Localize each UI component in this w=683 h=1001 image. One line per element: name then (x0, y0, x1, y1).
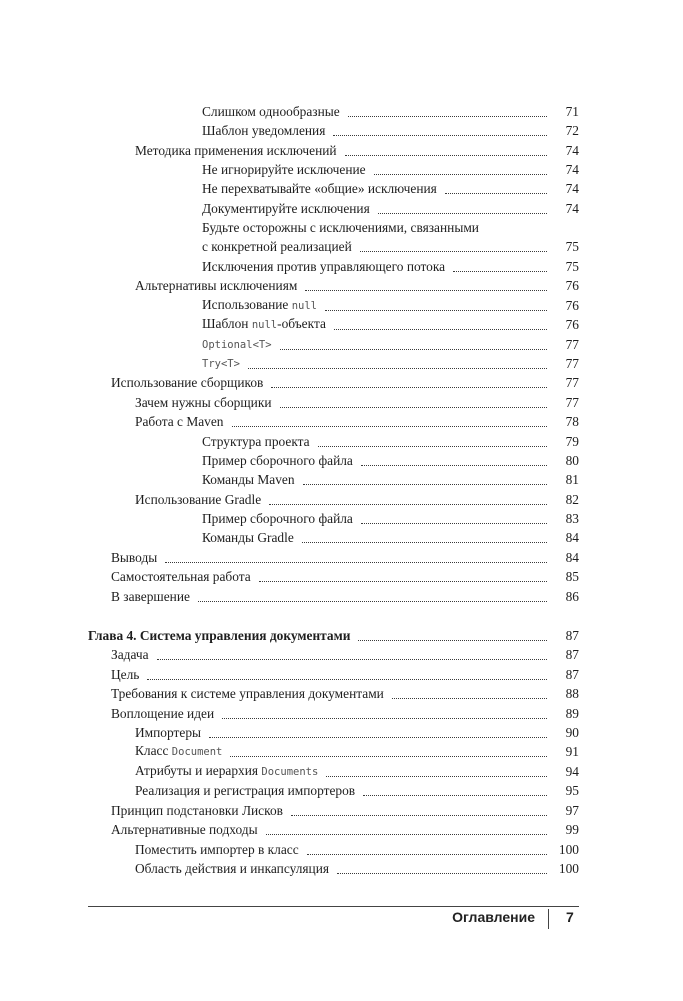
dot-leader (165, 561, 547, 563)
toc-entry-title (202, 355, 240, 372)
toc-entry-page: 75 (565, 259, 579, 274)
toc-entry-page: 97 (565, 803, 579, 818)
toc-entry-page: 81 (565, 472, 579, 487)
toc-entry (202, 431, 579, 450)
toc-entry (202, 334, 579, 353)
toc-entry-page: 78 (565, 414, 579, 429)
toc-entry-page: 90 (565, 725, 579, 740)
footer-section-title: Оглавление (452, 909, 535, 925)
dot-leader (291, 814, 547, 816)
toc-entry-page: 89 (565, 706, 579, 721)
toc-entry (111, 800, 579, 819)
toc-entry (135, 761, 579, 780)
toc-entry-title: Пример сборочного файла (202, 511, 353, 526)
toc-entry-page: 75 (565, 239, 579, 254)
dot-leader (361, 522, 547, 524)
toc-entry (202, 159, 579, 178)
toc-entry (135, 858, 579, 877)
dot-leader (374, 173, 547, 175)
dot-leader (326, 775, 547, 777)
toc-entry-title: Будьте осторожны с исключениями, связанными (202, 220, 479, 235)
footer-separator (548, 909, 549, 929)
title-text: Класс (135, 743, 172, 758)
toc-entry (111, 547, 579, 566)
toc-entry (111, 566, 579, 585)
toc-entry-page: 85 (565, 569, 579, 584)
toc-entry-title: Команды Maven (202, 472, 295, 487)
toc-entry-page: 74 (565, 143, 579, 158)
toc-entry-title: Пример сборочного файла (202, 453, 353, 468)
toc-entry (135, 839, 579, 858)
toc-entry-title: Не игнорируйте исключение (202, 162, 366, 177)
toc-entry-title: с конкретной реализацией (202, 239, 352, 254)
toc-entry-page: 71 (565, 104, 579, 119)
toc-entry (111, 703, 579, 722)
dot-leader (318, 445, 547, 447)
toc-entry-title (202, 297, 317, 314)
code-text: Optional<T> (202, 339, 272, 351)
toc-entry-page: 87 (565, 628, 579, 643)
toc-entry (135, 741, 579, 760)
toc-entry-page: 84 (565, 530, 579, 545)
toc-entry-page: 74 (565, 201, 579, 216)
dot-leader (325, 309, 547, 311)
toc-entry-title: Импортеры (135, 725, 202, 740)
toc-entry-page: 77 (565, 356, 579, 371)
toc-entry-page: 77 (565, 375, 579, 390)
toc-entry-title: Требования к системе управления документами (111, 686, 384, 701)
toc-entry (135, 411, 579, 430)
toc-entry-page: 80 (565, 453, 579, 468)
toc-entry-page: 91 (565, 744, 579, 759)
toc-entry-title: Структура проекта (202, 434, 310, 449)
dot-leader (271, 386, 547, 388)
dot-leader (280, 348, 547, 350)
code-text: Documents (261, 766, 319, 778)
dot-leader (334, 328, 547, 330)
dot-leader (378, 212, 547, 214)
toc-entry-page: 74 (565, 181, 579, 196)
toc-entry (111, 664, 579, 683)
toc-entry-title: Шаблон уведомления (202, 123, 326, 138)
toc-entry (135, 489, 579, 508)
toc-entry-title: Исключения против управляющего потока (202, 259, 446, 274)
dot-leader (157, 658, 547, 660)
toc-entry-title: Задача (111, 647, 149, 662)
toc-entry-title (135, 743, 222, 760)
toc-entry-page: 76 (565, 278, 579, 293)
toc-entry (202, 527, 579, 546)
title-text-after: -объекта (277, 316, 326, 331)
dot-leader (361, 464, 547, 466)
toc-entry (202, 198, 579, 217)
toc-entry-title (202, 336, 272, 353)
code-text: null (291, 300, 318, 312)
toc-entry-title (135, 763, 318, 780)
toc-entry-page: 88 (565, 686, 579, 701)
dot-leader (360, 250, 547, 252)
dot-leader (363, 794, 547, 796)
dot-leader (248, 367, 547, 369)
code-text: Try<T> (202, 358, 240, 370)
toc-entry-page: 82 (565, 492, 579, 507)
dot-leader (280, 406, 547, 408)
toc-entry (135, 392, 579, 411)
dot-leader (358, 639, 547, 641)
footer-rule (88, 906, 579, 907)
dot-leader (266, 833, 547, 835)
toc-entry (202, 508, 579, 527)
toc-entry-title: Не перехватывайте «общие» исключения (202, 181, 437, 196)
toc-entry (135, 275, 579, 294)
dot-leader (303, 483, 547, 485)
dot-leader (453, 270, 547, 272)
toc-entry-page: 94 (565, 764, 579, 779)
toc-entry-title: Самостоятельная работа (111, 569, 251, 584)
toc-entry-title (202, 316, 326, 333)
toc-entry-page: 76 (565, 298, 579, 313)
toc-entry (202, 314, 579, 333)
dot-leader (307, 853, 547, 855)
title-text: Использование (202, 297, 292, 312)
toc-entry-page: 100 (558, 861, 579, 876)
dot-leader (345, 154, 547, 156)
title-text: Атрибуты и иерархия (135, 763, 262, 778)
toc-chapter-entry (88, 625, 579, 644)
toc-entry-title: Альтернативные подходы (111, 822, 258, 837)
toc-entry-title: Принцип подстановки Лисков (111, 803, 283, 818)
toc-entry-wrapped-first-line (202, 217, 579, 236)
toc-entry (202, 256, 579, 275)
toc-entry-page: 72 (565, 123, 579, 138)
toc-entry-page: 99 (565, 822, 579, 837)
toc-entry (135, 722, 579, 741)
toc-entry-page: 77 (565, 395, 579, 410)
dot-leader (222, 717, 547, 719)
toc-entry-title: В завершение (111, 589, 190, 604)
toc-entry-page: 76 (565, 317, 579, 332)
toc-entry (111, 683, 579, 702)
toc-entry-title: Альтернативы исключениям (135, 278, 298, 293)
toc-entry-title: Глава 4. Система управления документами (88, 628, 351, 643)
code-text: null (251, 319, 278, 331)
dot-leader (333, 134, 547, 136)
title-text: Шаблон (202, 316, 252, 331)
dot-leader (147, 678, 547, 680)
toc-entry-title: Методика применения исключений (135, 143, 337, 158)
toc-entry (202, 469, 579, 488)
toc-entry-title: Работа с Maven (135, 414, 224, 429)
toc-entry (202, 353, 579, 372)
dot-leader (337, 872, 547, 874)
toc-entry-title: Использование Gradle (135, 492, 262, 507)
toc-entry-page: 74 (565, 162, 579, 177)
toc-entry-title: Реализация и регистрация импортеров (135, 783, 356, 798)
toc-entry-title: Слишком однообразные (202, 104, 340, 119)
dot-leader (198, 600, 547, 602)
dot-leader (302, 541, 547, 543)
dot-leader (209, 736, 547, 738)
toc-entry-page: 77 (565, 337, 579, 352)
toc-entry-page: 87 (565, 667, 579, 682)
toc-entry-page: 95 (565, 783, 579, 798)
toc-entry-page: 79 (565, 434, 579, 449)
toc-entry (202, 295, 579, 314)
toc-entry-title: Зачем нужны сборщики (135, 395, 272, 410)
toc-entry-page: 83 (565, 511, 579, 526)
toc-entry-title: Использование сборщиков (111, 375, 264, 390)
dot-leader (269, 503, 547, 505)
toc-entry-page: 86 (565, 589, 579, 604)
toc-entry (111, 586, 579, 605)
toc-entry (202, 450, 579, 469)
toc-entry (111, 644, 579, 663)
toc-entry-title: Выводы (111, 550, 158, 565)
toc-entry-title: Поместить импортер в класс (135, 842, 299, 857)
toc-entry-page: 84 (565, 550, 579, 565)
toc-entry (111, 819, 579, 838)
toc-entry (135, 780, 579, 799)
toc-entry (202, 178, 579, 197)
toc-entry (111, 372, 579, 391)
toc-entry-title: Документируйте исключения (202, 201, 370, 216)
code-text: Document (171, 746, 223, 758)
toc-entry (135, 140, 579, 159)
toc-entry (202, 120, 579, 139)
dot-leader (232, 425, 547, 427)
dot-leader (259, 580, 547, 582)
toc-entry-title: Область действия и инкапсуляция (135, 861, 330, 876)
toc-entry-title: Команды Gradle (202, 530, 294, 545)
toc-entry-page: 100 (558, 842, 579, 857)
dot-leader (230, 755, 547, 757)
dot-leader (348, 115, 547, 117)
toc-entry-title: Воплощение идеи (111, 706, 215, 721)
toc-entry (202, 236, 579, 255)
dot-leader (392, 697, 547, 699)
footer-page-number: 7 (566, 909, 574, 925)
toc-entry-title: Цель (111, 667, 140, 682)
dot-leader (305, 289, 547, 291)
toc-entry-page: 87 (565, 647, 579, 662)
dot-leader (445, 192, 547, 194)
toc-entry (202, 101, 579, 120)
